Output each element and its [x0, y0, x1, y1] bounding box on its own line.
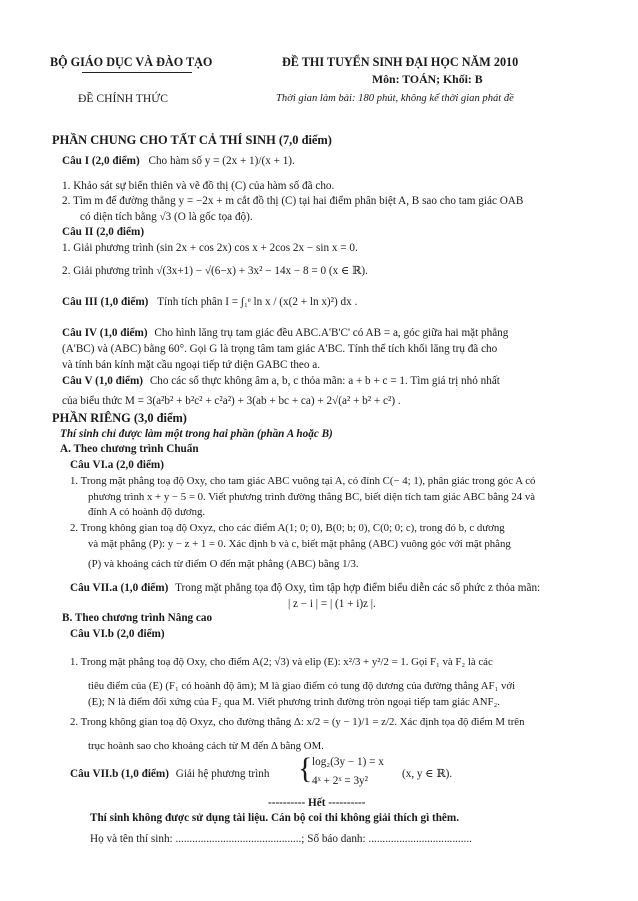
question-1-part-2a: 2. Tìm m để đường thẳng y = −2x + m cắt đồ thị (C) tại hai điểm phân biệt A, B sao cho tam giác OAB — [62, 195, 524, 207]
question-4-line-2: (A'BC) và (ABC) bằng 60°. Gọi G là trọng tâm tam giác A'BC. Tính thể tích khối lăng trụ đã cho — [62, 343, 498, 355]
question-4-line-3: và tính bán kính mặt cầu ngoại tiếp tứ diện GABC theo a. — [62, 359, 321, 371]
end-marker: ---------- Hết ---------- — [268, 797, 366, 809]
optional-heading: PHẦN RIÊNG (3,0 điểm) — [52, 411, 187, 425]
question-5-line-2: của biểu thức M = 3(a²b² + b²c² + c²a²) + 3(ab + bc + ca) + 2√(a² + b² + c²) . — [62, 395, 401, 407]
question-6a-part-1a: 1. Trong mặt phẳng toạ độ Oxy, cho tam giác ABC vuông tại A, có đỉnh C(− 4; 1), phân giác trong góc A có — [70, 475, 536, 487]
optional-note: Thí sinh chỉ được làm một trong hai phần (phần A hoặc B) — [60, 428, 333, 440]
question-6b-part-2a: 2. Trong không gian toạ độ Oxyz, cho đường thẳng Δ: x/2 = (y − 1)/1 = z/2. Xác định tọa độ điểm M trên — [70, 716, 525, 728]
question-2-title: Câu II (2,0 điểm) — [62, 226, 145, 238]
part-a-heading: A. Theo chương trình Chuẩn — [60, 443, 199, 455]
question-6a-part-2a: 2. Trong không gian toạ độ Oxyz, cho các điểm A(1; 0; 0), B(0; b; 0), C(0; 0; c), trong đó b, c dương — [70, 522, 505, 534]
question-6b-title: Câu VI.b (2,0 điểm) — [70, 628, 165, 640]
question-6b-part-1b: tiêu điểm của (E) (F₁ có hoành độ âm); M là giao điểm có tung độ dương của đường thẳng AF₁ với — [88, 680, 516, 692]
question-6a-title: Câu VI.a (2,0 điểm) — [70, 459, 164, 471]
question-7b — [70, 768, 269, 781]
ministry-name: BỘ GIÁO DỤC VÀ ĐÀO TẠO — [50, 55, 213, 69]
question-3-title: Câu III (1,0 điểm) — [62, 296, 149, 308]
question-6b-part-2b: trục hoành sao cho khoảng cách từ M đến Δ bằng OM. — [88, 740, 324, 752]
subject-line: Môn: TOÁN; Khối: B — [372, 72, 483, 86]
question-7b-domain: (x, y ∈ ℝ). — [402, 768, 453, 780]
question-6a-part-2b: và mặt phẳng (P): y − z + 1 = 0. Xác định b và c, biết mặt phẳng (ABC) vuông góc với mặt phẳng — [88, 538, 511, 550]
question-1-text: Cho hàm số y = (2x + 1)/(x + 1). — [148, 155, 295, 167]
official-label: ĐỀ CHÍNH THỨC — [78, 92, 168, 105]
question-5-text-a: Cho các số thực không âm a, b, c thỏa mãn: a + b + c = 1. Tìm giá trị nhỏ nhất — [149, 375, 500, 387]
question-2-part-2: 2. Giải phương trình √(3x+1) − √(6−x) + 3x² − 14x − 8 = 0 (x ∈ ℝ). — [62, 265, 368, 277]
question-6a-part-1b: phương trình x + y − 5 = 0. Viết phương trình đường thẳng BC, biết diện tích tam giác ABC bằng 24 và — [88, 491, 536, 503]
question-7a-title: Câu VII.a (1,0 điểm) — [70, 582, 169, 594]
question-6b-part-1a: 1. Trong mặt phẳng toạ độ Oxy, cho điểm A(2; √3) và elip (E): x²/3 + y²/2 = 1. Gọi F₁ và F₂ là các — [70, 656, 493, 668]
question-4-title: Câu IV (1,0 điểm) — [62, 327, 148, 339]
question-7a — [70, 582, 540, 595]
question-7b-text: Giải hệ phương trình — [175, 768, 270, 780]
question-6a-part-1c: đỉnh A có hoành độ dương. — [88, 506, 206, 518]
question-6b-part-1c: (E); N là điểm đối xứng của F₂ qua M. Viết phương trình đường tròn ngoại tiếp tam giác ANF₂. — [88, 696, 500, 708]
question-1-part-2b: có diện tích bằng √3 (O là gốc tọa độ). — [80, 211, 253, 223]
question-4-line-1 — [62, 327, 508, 340]
question-7b-equation-1: log₂(3y − 1) = x — [312, 756, 384, 768]
exam-title: ĐỀ THI TUYỂN SINH ĐẠI HỌC NĂM 2010 — [282, 55, 519, 69]
question-3-text: Tính tích phân I = ∫₁ᵉ ln x / (x(2 + ln x)²) dx . — [157, 296, 358, 308]
question-6a-part-2c: (P) và khoảng cách từ điểm O đến mặt phẳng (ABC) bằng 1/3. — [88, 558, 359, 570]
general-heading: PHẦN CHUNG CHO TẤT CẢ THÍ SINH (7,0 điểm) — [52, 133, 332, 147]
question-7b-title: Câu VII.b (1,0 điểm) — [70, 768, 169, 780]
question-3 — [62, 296, 357, 309]
question-5-line-1 — [62, 375, 500, 388]
header-divider — [82, 72, 192, 73]
question-5-title: Câu V (1,0 điểm) — [62, 375, 144, 387]
question-1-part-1: 1. Khảo sát sự biến thiên và vẽ đồ thị (C) của hàm số đã cho. — [62, 180, 335, 192]
question-7a-text: Trong mặt phẳng tọa độ Oxy, tìm tập hợp điểm biểu diễn các số phức z thỏa mãn: — [175, 582, 541, 594]
question-7a-equation: | z − i | = | (1 + i)z |. — [288, 598, 376, 610]
system-brace: { — [298, 752, 313, 785]
duration-line: Thời gian làm bài: 180 phút, không kể thời gian phát đề — [276, 93, 514, 104]
question-2-part-1: 1. Giải phương trình (sin 2x + cos 2x) cos x + 2cos 2x − sin x = 0. — [62, 242, 358, 254]
part-b-heading: B. Theo chương trình Nâng cao — [62, 612, 213, 624]
question-7b-equation-2: 4ˣ + 2ˣ = 3y² — [312, 775, 369, 787]
question-1 — [62, 155, 295, 168]
exam-rules-note: Thí sinh không được sử dụng tài liệu. Cán bộ coi thi không giải thích gì thêm. — [90, 812, 460, 824]
question-1-title: Câu I (2,0 điểm) — [62, 155, 140, 167]
candidate-info-line: Họ và tên thí sinh: .............................................; Số báo danh: ..................................... — [90, 833, 472, 845]
question-4-text-a: Cho hình lăng trụ tam giác đều ABC.A'B'C' có AB = a, góc giữa hai mặt phẳng — [154, 327, 509, 339]
